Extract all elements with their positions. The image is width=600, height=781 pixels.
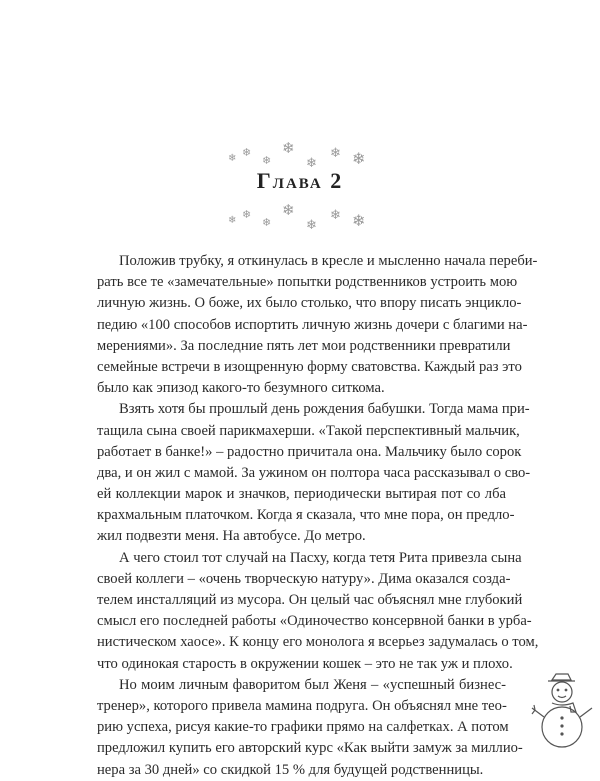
snowflake-icon: ❄ — [228, 153, 237, 164]
snowflake-icon: ❄ — [242, 147, 252, 159]
text-line: семейные встречи в изощренную форму сватовства. Каждый раз это — [97, 358, 522, 375]
text-line: тащила сына своей парикмахерши. «Такой перспективный мальчик, — [97, 422, 520, 439]
snowflake-icon: ❄ — [306, 155, 317, 170]
text-line: Но моим личным фаворитом был Женя – «успешный бизнес- — [119, 676, 506, 693]
snowman-icon — [530, 672, 594, 750]
snowflake-icon: ❄ — [262, 217, 272, 229]
text-line: работает в банке!» – радостно причитала она. Мальчику было сорок — [97, 443, 522, 460]
text-line: А чего стоил тот случай на Пасху, когда тетя Рита привезла сына — [119, 549, 522, 566]
snowflake-icon: ❄ — [242, 209, 252, 221]
chapter-text — [97, 251, 539, 781]
text-line: педию «100 способов испортить личную жизнь дочери с благими на- — [97, 316, 528, 333]
text-line: своей коллеги – «очень творческую натуру». Дима оказался созда- — [97, 570, 511, 587]
text-line: телем инсталляций из мусора. Он целый час объяснял мне глубокий — [97, 592, 523, 608]
chapter-title: Глава 2 — [256, 168, 344, 193]
text-line: Взять хотя бы прошлый день рождения бабушки. Тогда мама при- — [119, 401, 530, 418]
text-line: тренер», которого привела мамина подруга. Он объяснял мне тео- — [97, 697, 507, 714]
text-line: жил подвезти меня. На автобусе. До метро. — [97, 528, 366, 545]
snowflake-icon: ❄ — [330, 145, 341, 160]
text-line: предложил купить его авторский курс «Как выйти замуж за миллио- — [97, 740, 523, 757]
text-line: рать все те «замечательные» попытки родственников устроить мою — [97, 274, 518, 291]
snowflake-icon: ❄ — [352, 151, 366, 168]
snowflake-icon: ❄ — [330, 207, 341, 222]
text-line: два, и он жил с мамой. За ужином он полтора часа рассказывал о сво- — [97, 464, 531, 481]
text-line: было как эпизод какого-то безумного ситкома. — [97, 380, 385, 397]
text-line: мерениями». За последние пять лет мои родственники превратили — [97, 337, 511, 354]
text-line: Положив трубку, я откинулась в кресле и мысленно начала переби- — [119, 253, 538, 269]
snowflake-icon: ❄ — [306, 217, 317, 232]
text-line: личную жизнь. О боже, их было столько, что впору писать энцикло- — [97, 295, 522, 312]
snowflake-row-top — [0, 140, 600, 170]
text-line: ей коллекции марок и значков, периодически вытирая пот со лба — [97, 486, 506, 503]
text-line: рию успеха, рисуя какие-то графики прямо на салфетках. А потом — [97, 719, 509, 736]
text-line: смысл его последней работы «Одиночество консервной банки в урба- — [97, 613, 532, 630]
snowflake-icon: ❄ — [262, 155, 272, 167]
snowflake-icon: ❄ — [228, 215, 237, 226]
text-line: нистическом хаосе». К концу его монолога я всерьез задумалась о том, — [97, 634, 539, 651]
text-line: крахмальным платочком. Когда я сказала, что мне пора, он предло- — [97, 507, 515, 524]
text-line: что одинокая старость в окружении кошек – это не так уж и плохо. — [97, 655, 513, 672]
snowflake-icon: ❄ — [282, 141, 295, 157]
text-line: нера за 30 дней» со скидкой 15 % для будущей родственницы. — [97, 761, 484, 778]
snowflake-icon: ❄ — [352, 213, 366, 230]
snowflake-row-bottom — [0, 202, 600, 232]
snowflake-icon: ❄ — [282, 203, 295, 219]
